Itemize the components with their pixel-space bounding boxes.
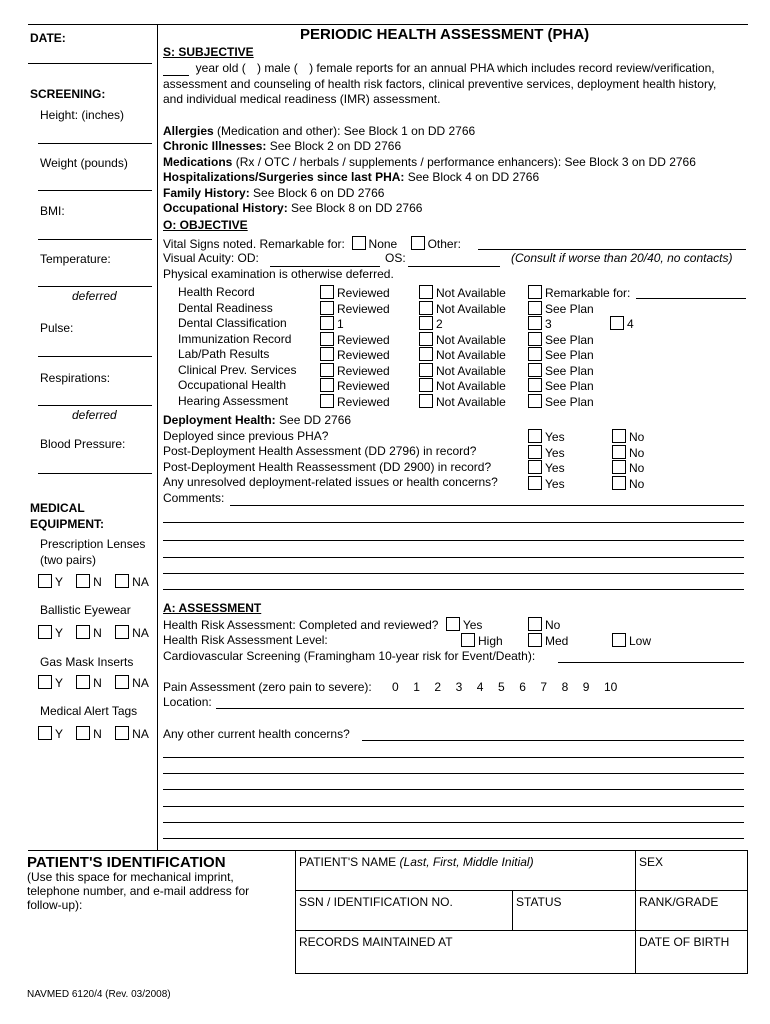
gasmask-y-checkbox[interactable] (38, 675, 52, 689)
prescription-lenses-sub: (two pairs) (40, 553, 97, 567)
objective-row-2-c1-checkbox[interactable] (320, 316, 334, 330)
concerns-line-6[interactable] (163, 822, 744, 823)
eyewear-y-checkbox[interactable] (38, 625, 52, 639)
pain-label: Pain Assessment (zero pain to severe): (163, 680, 372, 694)
pain-scale-value[interactable]: 2 (434, 680, 442, 694)
objective-row-5-label: Clinical Prev. Services (178, 362, 297, 377)
allergies-line: Allergies (Medication and other): See Block 1 on DD 2766 (163, 124, 476, 138)
objective-row-5-c3-checkbox[interactable] (528, 363, 542, 377)
ballistic-eyewear-label: Ballistic Eyewear (40, 603, 131, 617)
temperature-deferred: deferred (72, 289, 117, 303)
sex-label[interactable]: SEX (639, 855, 664, 869)
objective-row-4-c2: Not Available (419, 347, 506, 363)
objective-row-5-c2-checkbox[interactable] (419, 363, 433, 377)
gasmask-na-checkbox[interactable] (115, 675, 129, 689)
objective-row-2-c3-checkbox[interactable] (528, 316, 542, 330)
objective-row-0-c2: Not Available (419, 285, 506, 301)
objective-row-2-c2-checkbox[interactable] (419, 316, 433, 330)
subjective-line-3: and individual medical readiness (IMR) assessment. (163, 92, 441, 106)
deployment-q2: Post-Deployment Health Assessment (DD 2796) in record? (163, 444, 477, 458)
deployment-q2-no-checkbox[interactable] (612, 445, 626, 459)
consult-note: (Consult if worse than 20/40, no contacts) (511, 251, 733, 265)
medical-alert-tags-label: Medical Alert Tags (40, 704, 138, 718)
objective-row-7-c1: Reviewed (320, 394, 390, 410)
deployment-q4-yes: Yes (528, 476, 565, 492)
chronic-line: Chronic Illnesses: See Block 2 on DD 2766 (163, 139, 402, 153)
pain-scale-value[interactable]: 8 (561, 680, 569, 694)
subjective-line-1: year old ( ) male ( ) female reports for an annual PHA which includes record review/verification, (163, 61, 715, 76)
column-divider (157, 24, 158, 850)
ssn-label[interactable]: SSN / IDENTIFICATION NO. (299, 895, 453, 909)
objective-row-1-c2: Not Available (419, 301, 506, 317)
eyewear-n-checkbox[interactable] (76, 625, 90, 639)
records-label[interactable]: RECORDS MAINTAINED AT (299, 935, 453, 949)
subjective-line-2: assessment and counseling of health risk factors, clinical preventive services, deployment health history, (163, 77, 717, 91)
temperature-label: Temperature: (40, 252, 111, 266)
objective-row-1-c2-checkbox[interactable] (419, 301, 433, 315)
pain-scale-value[interactable]: 10 (604, 680, 618, 694)
pain-scale-value[interactable]: 7 (540, 680, 548, 694)
vitals-none-checkbox[interactable] (352, 236, 366, 250)
objective-row-7-c1-checkbox[interactable] (320, 394, 334, 408)
objective-row-0-label: Health Record (178, 285, 255, 299)
hra-med-checkbox[interactable] (528, 633, 542, 647)
tags-y-checkbox[interactable] (38, 726, 52, 740)
remarkable-for-field[interactable] (636, 298, 746, 299)
pulse-field[interactable] (38, 356, 152, 357)
objective-row-7-c3-checkbox[interactable] (528, 394, 542, 408)
objective-row-3-c1: Reviewed (320, 332, 390, 348)
objective-row-6-label: Occupational Health (178, 378, 287, 392)
respirations-field[interactable] (38, 405, 152, 406)
visual-acuity-os-label: OS: (385, 251, 406, 265)
concerns-line-7[interactable] (163, 838, 744, 839)
weight-label: Weight (pounds) (40, 156, 128, 170)
respirations-deferred: deferred (72, 408, 117, 422)
weight-field[interactable] (38, 190, 152, 191)
tags-na-checkbox[interactable] (115, 726, 129, 740)
deployment-q3: Post-Deployment Health Reassessment (DD 2900) in record? (163, 460, 492, 474)
objective-row-2-c4-checkbox[interactable] (610, 316, 624, 330)
pulse-label: Pulse: (40, 321, 74, 335)
screening-label: SCREENING: (30, 87, 106, 101)
objective-row-7-c3: See Plan (528, 394, 594, 410)
grid-row-1 (295, 890, 748, 891)
objective-row-5-c1: Reviewed (320, 363, 390, 379)
objective-row-6-c2: Not Available (419, 378, 506, 394)
occupational-history-line: Occupational History: See Block 8 on DD 2766 (163, 201, 423, 215)
location-field[interactable] (216, 708, 744, 709)
objective-row-7-c2: Not Available (419, 394, 506, 410)
other-concerns-field[interactable] (362, 740, 744, 741)
medications-line: Medications (Rx / OTC / herbals / supplements / performance enhancers): See Block 3 on DD 2766 (163, 155, 696, 169)
os-field[interactable] (408, 266, 500, 267)
hra-level-label: Health Risk Assessment Level: (163, 633, 328, 647)
grid-col-sex (635, 850, 636, 973)
concerns-line-4[interactable] (163, 789, 744, 790)
lenses-y-checkbox[interactable] (38, 574, 52, 588)
visual-acuity-od-label: Visual Acuity: OD: (163, 251, 259, 265)
comments-line-4[interactable] (163, 557, 744, 558)
cardio-field[interactable] (558, 662, 744, 663)
objective-row-0-c2-checkbox[interactable] (419, 285, 433, 299)
pain-scale-value[interactable]: 6 (519, 680, 526, 694)
objective-row-6-c2-checkbox[interactable] (419, 378, 433, 392)
family-history-line: Family History: See Block 6 on DD 2766 (163, 186, 385, 200)
objective-row-1-label: Dental Readiness (178, 300, 273, 315)
objective-header: O: OBJECTIVE (163, 218, 248, 232)
objective-row-6-c3-checkbox[interactable] (528, 378, 542, 392)
objective-row-5-c1-checkbox[interactable] (320, 363, 334, 377)
cardio-label: Cardiovascular Screening (Framingham 10-year risk for Event/Death): (163, 649, 536, 663)
hra-completed-line: Health Risk Assessment: Completed and reviewed? Yes (163, 618, 483, 632)
objective-row-2-c3: 3 (528, 316, 552, 332)
deployment-q1: Deployed since previous PHA? (163, 429, 329, 443)
lenses-n-checkbox[interactable] (76, 574, 90, 588)
gasmask-n-checkbox[interactable] (76, 675, 90, 689)
objective-row-4-c3-checkbox[interactable] (528, 347, 542, 361)
pain-scale-value[interactable]: 5 (498, 680, 505, 694)
vital-signs-line: Vital Signs noted. Remarkable for: None Other: (163, 237, 461, 251)
deployment-q3-yes-checkbox[interactable] (528, 460, 542, 474)
objective-row-7-c2-checkbox[interactable] (419, 394, 433, 408)
eyewear-options: Y N NA (38, 625, 149, 641)
objective-row-6-c1: Reviewed (320, 378, 390, 394)
other-concerns-label: Any other current health concerns? (163, 727, 350, 741)
objective-row-6-c1-checkbox[interactable] (320, 378, 334, 392)
objective-row-3-c2: Not Available (419, 332, 506, 348)
patient-id-sub-1: (Use this space for mechanical imprint, (27, 870, 234, 884)
rank-label[interactable]: RANK/GRADE (639, 895, 719, 909)
deployment-header: Deployment Health: See DD 2766 (163, 413, 352, 427)
deployment-q4-no-checkbox[interactable] (612, 476, 626, 490)
pain-scale-value[interactable]: 3 (455, 680, 463, 694)
medical-equipment-label-1: MEDICAL (30, 501, 85, 515)
objective-row-5-c3: See Plan (528, 363, 594, 379)
objective-row-1-c3: See Plan (528, 301, 594, 317)
deployment-q1-no-checkbox[interactable] (612, 429, 626, 443)
objective-row-2-c2: 2 (419, 316, 443, 332)
age-field[interactable] (163, 63, 189, 76)
objective-row-3-c3-checkbox[interactable] (528, 332, 542, 346)
objective-row-1-c1-checkbox[interactable] (320, 301, 334, 315)
hra-no-checkbox[interactable] (528, 617, 542, 631)
deployment-q3-no: No (612, 460, 644, 476)
vitals-other-field[interactable] (478, 249, 746, 250)
objective-row-2-label: Dental Classification (178, 316, 287, 330)
concerns-line-2[interactable] (163, 757, 744, 758)
comments-label: Comments: (163, 491, 225, 505)
grid-row-2 (295, 930, 748, 931)
objective-row-0-c1-checkbox[interactable] (320, 285, 334, 299)
temperature-field[interactable] (38, 286, 152, 287)
vitals-other-checkbox[interactable] (411, 236, 425, 250)
comments-line-3[interactable] (163, 540, 744, 541)
bmi-field[interactable] (38, 239, 152, 240)
subjective-header: S: SUBJECTIVE (163, 45, 254, 59)
page-title: PERIODIC HEALTH ASSESSMENT (PHA) (300, 26, 590, 43)
top-border (28, 24, 748, 25)
deployment-q1-no: No (612, 429, 644, 445)
hra-low-checkbox[interactable] (612, 633, 626, 647)
pain-scale-value[interactable]: 9 (582, 680, 590, 694)
objective-row-4-c1: Reviewed (320, 347, 390, 363)
deployment-q2-yes-checkbox[interactable] (528, 445, 542, 459)
height-label: Height: (inches) (40, 108, 125, 122)
pain-scale-value[interactable]: 0 (392, 680, 399, 694)
deployment-q4: Any unresolved deployment-related issues or health concerns? (163, 475, 498, 489)
form-number: NAVMED 6120/4 (Rev. 03/2008) (27, 989, 171, 1000)
objective-row-3-c1-checkbox[interactable] (320, 332, 334, 346)
concerns-line-3[interactable] (163, 773, 744, 774)
status-label[interactable]: STATUS (516, 895, 562, 909)
respirations-label: Respirations: (40, 371, 111, 385)
objective-row-3-c2-checkbox[interactable] (419, 332, 433, 346)
comments-field[interactable] (230, 505, 744, 506)
date-label: DATE: (30, 31, 66, 45)
deployment-q2-no: No (612, 445, 644, 461)
comments-line-6[interactable] (163, 589, 744, 590)
lenses-options: Y N NA (38, 574, 149, 590)
hra-yes-checkbox[interactable] (446, 617, 460, 631)
blood-pressure-label: Blood Pressure: (40, 437, 126, 451)
location-label: Location: (163, 695, 212, 709)
objective-row-1-c3-checkbox[interactable] (528, 301, 542, 315)
hra-no-option: No (528, 617, 560, 633)
prescription-lenses-label: Prescription Lenses (40, 537, 146, 551)
hra-high-checkbox[interactable] (461, 633, 475, 647)
hra-low-option: Low (612, 633, 651, 649)
objective-row-4-label: Lab/Path Results (178, 347, 270, 361)
objective-row-2-c4: 4 (610, 316, 634, 332)
objective-row-3-c3: See Plan (528, 332, 594, 348)
dob-label[interactable]: DATE OF BIRTH (639, 935, 730, 949)
alert-tags-options: Y N NA (38, 726, 149, 742)
objective-row-2-c1: 1 (320, 316, 344, 332)
tags-n-checkbox[interactable] (76, 726, 90, 740)
deployment-q1-yes-checkbox[interactable] (528, 429, 542, 443)
objective-row-4-c3: See Plan (528, 347, 594, 363)
gas-mask-label: Gas Mask Inserts (40, 655, 134, 669)
grid-col-status (512, 890, 513, 930)
objective-row-0-c3-checkbox[interactable] (528, 285, 542, 299)
patient-id-sub-2: telephone number, and e-mail address for (27, 884, 250, 898)
objective-row-0-c3: Remarkable for: (528, 285, 630, 301)
hra-high-option: High (461, 633, 503, 649)
objective-row-1-c1: Reviewed (320, 301, 390, 317)
pain-scale-value[interactable]: 4 (476, 680, 484, 694)
deployment-q1-yes: Yes (528, 429, 565, 445)
hospitalizations-line: Hospitalizations/Surgeries since last PHA: See Block 4 on DD 2766 (163, 170, 540, 184)
height-field[interactable] (38, 143, 152, 144)
patient-id-sub-3: follow-up): (27, 898, 83, 912)
objective-row-3-label: Immunization Record (178, 331, 292, 346)
date-field[interactable] (28, 63, 152, 64)
concerns-line-5[interactable] (163, 806, 744, 807)
bmi-label: BMI: (40, 204, 65, 218)
assessment-header: A: ASSESSMENT (163, 601, 262, 615)
gasmask-options: Y N NA (38, 675, 149, 691)
medical-equipment-label-2: EQUIPMENT: (30, 517, 105, 531)
blood-pressure-field[interactable] (38, 473, 152, 474)
objective-row-4-c1-checkbox[interactable] (320, 347, 334, 361)
patient-name-label[interactable]: PATIENT'S NAME (Last, First, Middle Initial) (299, 855, 534, 869)
objective-row-0-c1: Reviewed (320, 285, 390, 301)
hra-med-option: Med (528, 633, 568, 649)
deployment-q4-yes-checkbox[interactable] (528, 476, 542, 490)
deployment-q3-yes: Yes (528, 460, 565, 476)
deployment-q2-yes: Yes (528, 445, 565, 461)
objective-row-5-c2: Not Available (419, 363, 506, 379)
comments-line-5[interactable] (163, 573, 744, 574)
eyewear-na-checkbox[interactable] (115, 625, 129, 639)
objective-row-7-label: Hearing Assessment (178, 393, 289, 408)
comments-line-2[interactable] (163, 522, 744, 523)
deployment-q4-no: No (612, 476, 644, 492)
deployment-q3-no-checkbox[interactable] (612, 460, 626, 474)
objective-row-4-c2-checkbox[interactable] (419, 347, 433, 361)
lenses-na-checkbox[interactable] (115, 574, 129, 588)
patient-id-title: PATIENT'S IDENTIFICATION (27, 854, 226, 871)
pain-scale-value[interactable]: 1 (413, 680, 420, 694)
physical-exam-line: Physical examination is otherwise deferred. (163, 267, 394, 281)
objective-row-6-c3: See Plan (528, 378, 594, 394)
